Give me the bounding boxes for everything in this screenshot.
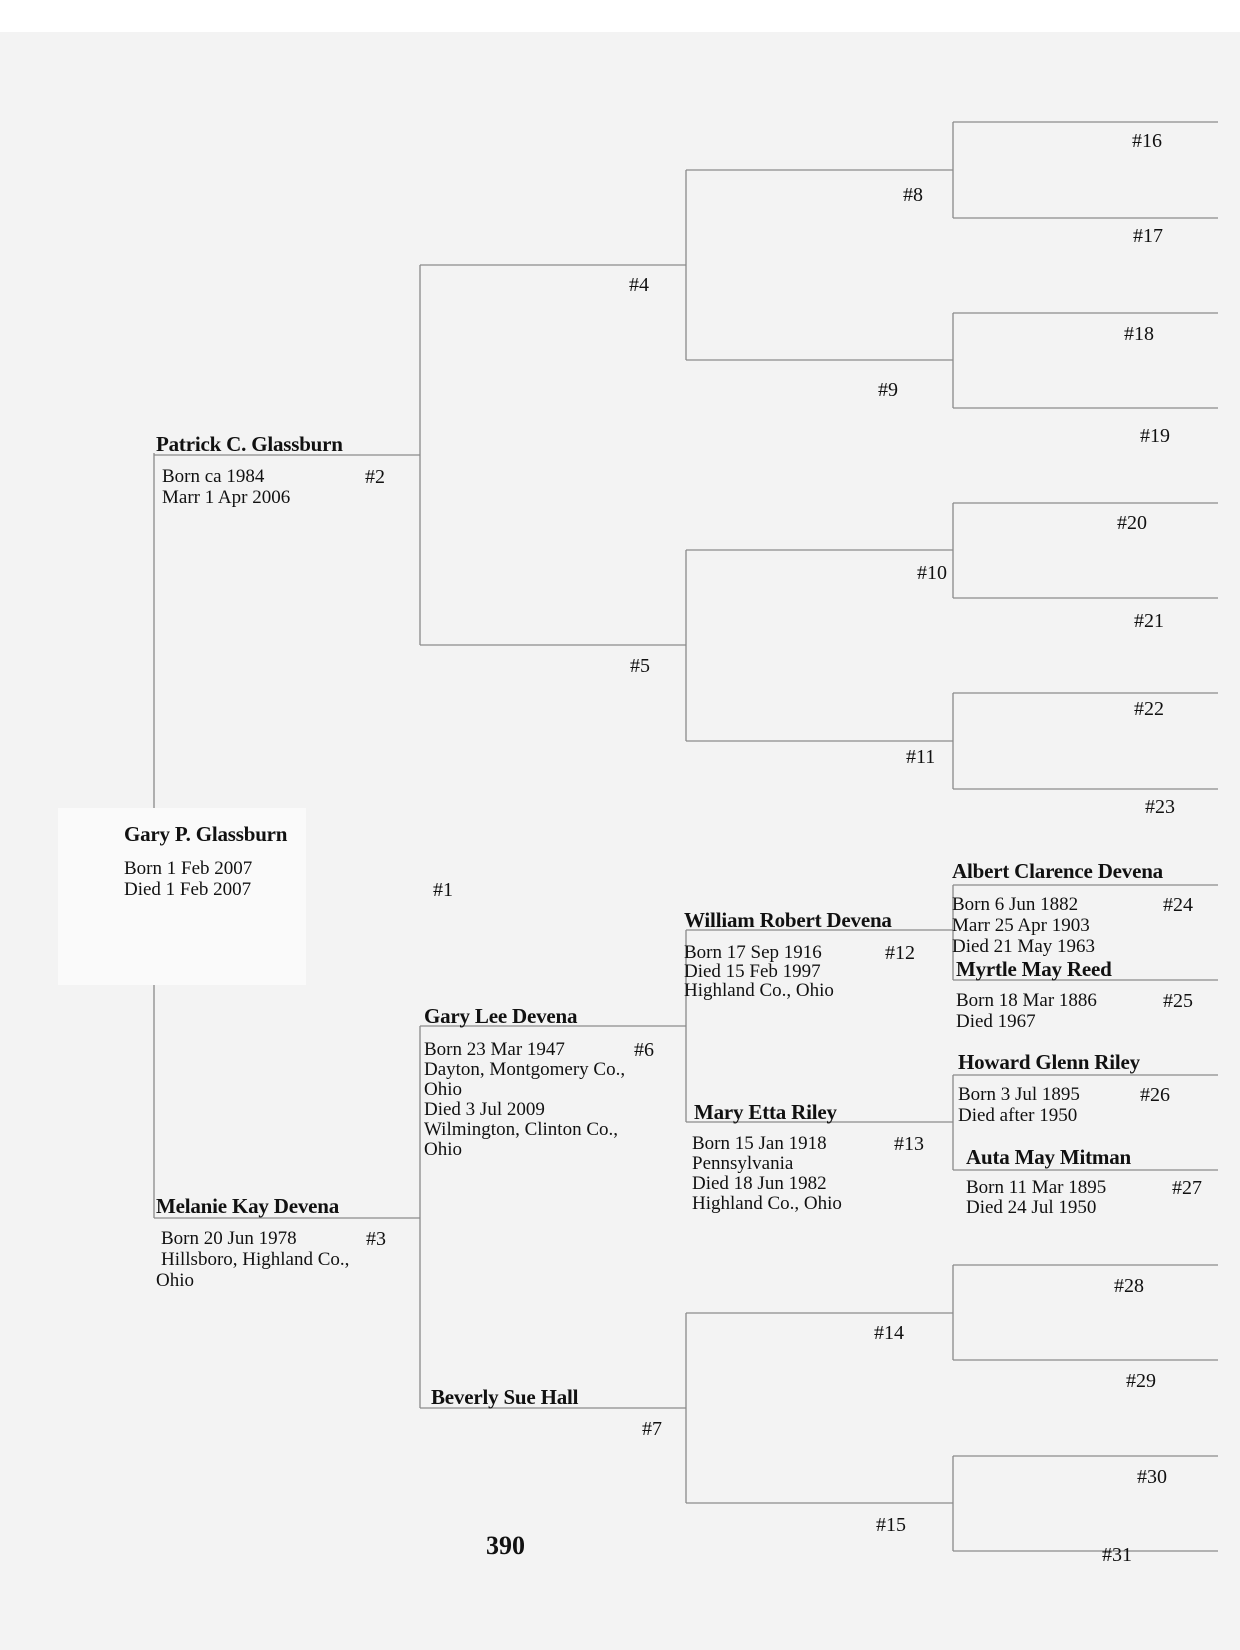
person-11-number: #11 xyxy=(906,746,936,768)
person-25-death: Died 1967 xyxy=(956,1011,1036,1032)
person-27-birth: Born 11 Mar 1895 xyxy=(966,1177,1107,1198)
person-7-number: #7 xyxy=(642,1418,662,1440)
person-27-name: Auta May Mitman xyxy=(966,1145,1131,1169)
person-3-name: Melanie Kay Devena xyxy=(156,1194,340,1218)
person-16-number: #16 xyxy=(1132,130,1162,152)
person-30-number: #30 xyxy=(1137,1466,1167,1488)
person-3-birthplace-cont: Ohio xyxy=(156,1270,194,1291)
person-10-number: #10 xyxy=(917,562,947,584)
person-1-birth: Born 1 Feb 2007 xyxy=(124,858,253,879)
person-26-birth: Born 3 Jul 1895 xyxy=(958,1084,1080,1105)
person-25-birth: Born 18 Mar 1886 xyxy=(956,990,1097,1011)
page-number: 390 xyxy=(486,1531,525,1560)
person-24-number: #24 xyxy=(1163,894,1193,916)
person-2-birth: Born ca 1984 xyxy=(162,466,265,487)
person-6-birth: Born 23 Mar 1947 xyxy=(424,1039,565,1060)
person-27-death: Died 24 Jul 1950 xyxy=(966,1197,1097,1218)
person-4-number: #4 xyxy=(629,274,649,296)
person-6-number: #6 xyxy=(634,1039,654,1061)
person-9-number: #9 xyxy=(878,379,898,401)
person-12-death: Died 15 Feb 1997 xyxy=(684,961,821,982)
person-24-death: Died 21 May 1963 xyxy=(952,936,1096,957)
person-3-number: #3 xyxy=(366,1228,386,1250)
person-13-birthplace: Pennsylvania xyxy=(692,1153,794,1174)
person-2-number: #2 xyxy=(365,466,385,488)
person-17-number: #17 xyxy=(1133,225,1163,247)
person-14-number: #14 xyxy=(874,1322,904,1344)
person-20-number: #20 xyxy=(1117,512,1147,534)
person-24-name: Albert Clarence Devena xyxy=(952,859,1163,883)
person-1-death: Died 1 Feb 2007 xyxy=(124,879,252,900)
person-1-number: #1 xyxy=(433,879,453,901)
person-6-birthplace-cont: Ohio xyxy=(424,1079,462,1100)
person-6-birthplace: Dayton, Montgomery Co., xyxy=(424,1059,626,1080)
person-13-birth: Born 15 Jan 1918 xyxy=(692,1133,827,1154)
person-26-death: Died after 1950 xyxy=(958,1105,1078,1126)
person-13-deathplace: Highland Co., Ohio xyxy=(692,1193,842,1214)
person-7-name: Beverly Sue Hall xyxy=(431,1385,579,1409)
person-12-number: #12 xyxy=(885,942,915,964)
person-1-name: Gary P. Glassburn xyxy=(124,822,288,846)
person-27-number: #27 xyxy=(1172,1177,1202,1199)
person-24-birth: Born 6 Jun 1882 xyxy=(952,894,1079,915)
person-23-number: #23 xyxy=(1145,796,1175,818)
person-5-number: #5 xyxy=(630,655,650,677)
person-13-name: Mary Etta Riley xyxy=(694,1100,837,1124)
person-8-number: #8 xyxy=(903,184,923,206)
person-2-name: Patrick C. Glassburn xyxy=(156,432,343,456)
person-12-name: William Robert Devena xyxy=(684,908,892,932)
person-13-death: Died 18 Jun 1982 xyxy=(692,1173,827,1194)
person-6-deathplace-cont: Ohio xyxy=(424,1139,462,1160)
person-13-number: #13 xyxy=(894,1133,924,1155)
person-22-number: #22 xyxy=(1134,698,1164,720)
person-12-birth: Born 17 Sep 1916 xyxy=(684,942,822,963)
person-2-marriage: Marr 1 Apr 2006 xyxy=(162,487,291,508)
person-21-number: #21 xyxy=(1134,610,1164,632)
person-25-name: Myrtle May Reed xyxy=(956,957,1112,981)
person-26-number: #26 xyxy=(1140,1084,1170,1106)
person-3-birth: Born 20 Jun 1978 xyxy=(161,1228,297,1249)
person-15-number: #15 xyxy=(876,1514,906,1536)
person-24-marriage: Marr 25 Apr 1903 xyxy=(952,915,1090,936)
person-25-number: #25 xyxy=(1163,990,1193,1012)
person-19-number: #19 xyxy=(1140,425,1170,447)
person-6-name: Gary Lee Devena xyxy=(424,1004,578,1028)
person-6-deathplace: Wilmington, Clinton Co., xyxy=(424,1119,618,1140)
person-18-number: #18 xyxy=(1124,323,1154,345)
person-28-number: #28 xyxy=(1114,1275,1144,1297)
person-3-birthplace: Hillsboro, Highland Co., xyxy=(161,1249,350,1270)
person-6-death: Died 3 Jul 2009 xyxy=(424,1099,545,1120)
person-29-number: #29 xyxy=(1126,1370,1156,1392)
person-12-place: Highland Co., Ohio xyxy=(684,980,834,1001)
person-31-number: #31 xyxy=(1102,1544,1132,1566)
person-26-name: Howard Glenn Riley xyxy=(958,1050,1140,1074)
